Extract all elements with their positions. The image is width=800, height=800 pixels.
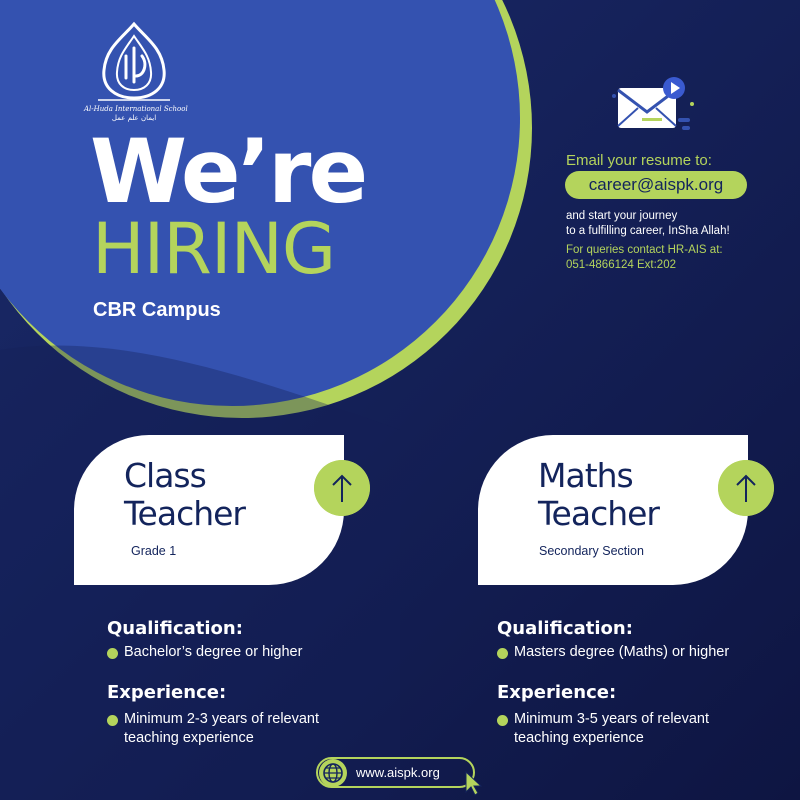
queries-line-1: For queries contact HR-AIS at: xyxy=(566,244,723,256)
bullet-icon xyxy=(497,715,508,726)
queries-phone[interactable]: 051-4866124 Ext:202 xyxy=(566,259,676,271)
experience-line-2: teaching experience xyxy=(514,730,644,746)
school-motto: ایمان علم عمل xyxy=(111,114,157,122)
position-title-line-2: Teacher xyxy=(124,494,246,533)
position-card-class-teacher xyxy=(74,435,344,585)
arrow-up-icon[interactable] xyxy=(314,460,370,516)
position-title xyxy=(538,457,659,533)
experience-text xyxy=(514,710,709,748)
position-title xyxy=(124,457,245,533)
journey-text xyxy=(566,209,796,239)
position-title-line-1: Maths xyxy=(538,456,633,495)
website-url[interactable]: www.aispk.org xyxy=(356,765,440,780)
position-title-line-1: Class xyxy=(124,456,206,495)
experience-line-1: Minimum 2-3 years of relevant xyxy=(124,711,320,727)
position-card-maths-teacher xyxy=(478,435,748,585)
position-subtitle: Grade 1 xyxy=(131,544,177,558)
email-address[interactable]: career@aispk.org xyxy=(565,171,747,199)
experience-line-2: teaching experience xyxy=(124,730,254,746)
experience-heading: Experience: xyxy=(107,682,227,703)
qualification-heading: Qualification: xyxy=(107,618,243,639)
experience-line-1: Minimum 3-5 years of relevant xyxy=(514,711,710,727)
school-name: Al-Huda International School xyxy=(84,105,188,113)
arrow-up-icon[interactable] xyxy=(718,460,774,516)
headline-hiring: HIRING xyxy=(92,208,336,290)
headline-were: We’re xyxy=(90,120,366,223)
email-icon xyxy=(612,74,696,138)
journey-line-1: and start your journey xyxy=(566,210,678,222)
bullet-icon xyxy=(497,648,508,659)
qualification-text: Bachelor’s degree or higher xyxy=(124,644,303,660)
globe-icon xyxy=(318,758,348,788)
bullet-icon xyxy=(107,648,118,659)
queries-text xyxy=(566,243,796,273)
cursor-icon xyxy=(464,770,486,796)
experience-text xyxy=(124,710,319,748)
bullet-icon xyxy=(107,715,118,726)
experience-heading: Experience: xyxy=(497,682,617,703)
position-subtitle: Secondary Section xyxy=(539,544,644,558)
qualification-heading: Qualification: xyxy=(497,618,633,639)
campus-name: CBR Campus xyxy=(93,299,221,321)
school-logo xyxy=(84,18,188,122)
email-label: Email your resume to: xyxy=(566,152,712,169)
journey-line-2: to a fulfilling career, InSha Allah! xyxy=(566,225,730,237)
qualification-text: Masters degree (Maths) or higher xyxy=(514,644,730,660)
position-title-line-2: Teacher xyxy=(538,494,660,533)
logo-emblem xyxy=(84,18,184,102)
